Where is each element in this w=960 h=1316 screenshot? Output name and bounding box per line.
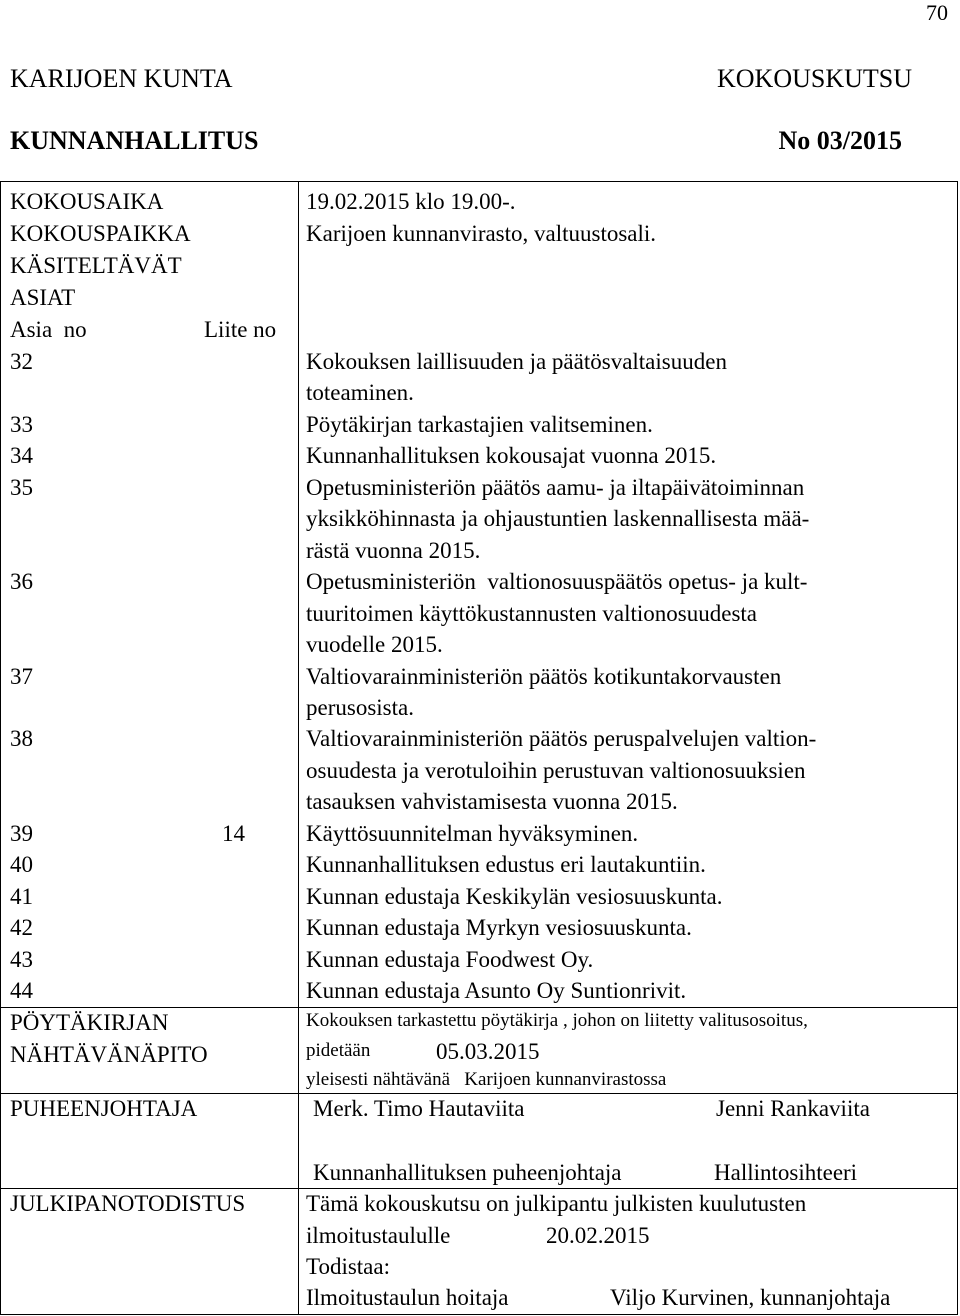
item-title-line: tuuritoimen käyttökustannusten valtionosuudesta xyxy=(306,601,757,626)
certifier-name: Viljo Kurvinen, kunnanjohtaja xyxy=(610,1285,891,1310)
item-title-line: Käyttösuunnitelman hyväksyminen. xyxy=(306,821,639,846)
certifier-role: Ilmoitustaulun hoitaja xyxy=(306,1285,509,1310)
page-number: 70 xyxy=(926,0,948,25)
chair-title: Kunnanhallituksen puheenjohtaja xyxy=(313,1160,622,1185)
meeting-time-value: 19.02.2015 klo 19.00-. xyxy=(306,189,516,214)
document-type: KOKOUSKUTSU xyxy=(716,64,912,93)
item-title-line: Opetusministeriön päätös aamu- ja iltapäivätoiminnan xyxy=(306,475,805,500)
item-number: 38 xyxy=(10,726,33,751)
item-number: 39 xyxy=(10,821,33,846)
public-notice-line: Tämä kokouskutsu on julkipantu julkisten kuulutusten xyxy=(306,1191,807,1216)
minutes-display-label: PÖYTÄKIRJAN xyxy=(10,1010,169,1035)
agenda-items-label-2: ASIAT xyxy=(10,285,76,310)
column-header-item-no: Asia no xyxy=(10,317,87,342)
minutes-display-date: 05.03.2015 xyxy=(436,1039,540,1064)
item-title-line: rästä vuonna 2015. xyxy=(306,538,481,563)
document-number: No 03/2015 xyxy=(778,126,902,155)
board-name: KUNNANHALLITUS xyxy=(10,126,259,155)
item-number: 35 xyxy=(10,475,33,500)
item-title-line: tasauksen vahvistamisesta vuonna 2015. xyxy=(306,789,678,814)
item-title-line: Kunnan edustaja Foodwest Oy. xyxy=(306,947,594,972)
agenda-items-label: KÄSITELTÄVÄT xyxy=(10,253,182,278)
public-notice-prefix: ilmoitustaululle xyxy=(306,1223,451,1248)
item-title-line: Pöytäkirjan tarkastajien valitseminen. xyxy=(306,412,653,437)
item-title-line: Kunnanhallituksen edustus eri lautakuntiin. xyxy=(306,852,706,877)
chair-label: PUHEENJOHTAJA xyxy=(10,1096,198,1121)
meeting-place-value: Karijoen kunnanvirasto, valtuustosali. xyxy=(306,221,657,246)
item-number: 40 xyxy=(10,852,33,877)
item-title-line: yksikköhinnasta ja ohjaustuntien laskennallisesta mää- xyxy=(306,506,810,531)
certifier-label: Todistaa: xyxy=(306,1254,390,1279)
item-number: 36 xyxy=(10,569,33,594)
item-number: 32 xyxy=(10,349,33,374)
item-title-line: Kokouksen laillisuuden ja päätösvaltaisuuden xyxy=(306,349,727,374)
meeting-place-label: KOKOUSPAIKKA xyxy=(10,221,191,246)
column-divider xyxy=(298,181,299,1315)
item-title-line: Opetusministeriön valtionosuuspäätös opetus- ja kult- xyxy=(306,569,808,594)
item-title-line: Kunnan edustaja Asunto Oy Suntionrivit. xyxy=(306,978,687,1003)
chair-name: Merk. Timo Hautaviita xyxy=(313,1096,525,1121)
minutes-text-line: yleisesti nähtävänä Karijoen kunnanvirastossa xyxy=(306,1069,667,1090)
public-notice-date: 20.02.2015 xyxy=(546,1223,650,1248)
item-number: 37 xyxy=(10,664,33,689)
item-title-line: Kunnan edustaja Myrkyn vesiosuuskunta. xyxy=(306,915,692,940)
item-number: 33 xyxy=(10,412,33,437)
item-number: 34 xyxy=(10,443,33,468)
item-title-line: perusosista. xyxy=(306,695,414,720)
municipality-name: KARIJOEN KUNTA xyxy=(10,64,233,93)
item-title-line: Valtiovarainministeriön päätös kotikuntakorvausten xyxy=(306,664,782,689)
item-title-line: Kunnanhallituksen kokousajat vuonna 2015. xyxy=(306,443,717,468)
minutes-text-prefix: pidetään xyxy=(306,1040,371,1061)
item-attachment-number: 14 xyxy=(222,821,245,846)
item-title-line: Kunnan edustaja Keskikylän vesiosuuskunta. xyxy=(306,884,723,909)
item-title-line: Valtiovarainministeriön päätös peruspalvelujen valtion- xyxy=(306,726,817,751)
item-number: 42 xyxy=(10,915,33,940)
item-title-line: vuodelle 2015. xyxy=(306,632,443,657)
item-title-line: osuudesta ja verotuloihin perustuvan valtionosuuksien xyxy=(306,758,806,783)
minutes-display-label-2: NÄHTÄVÄNÄPITO xyxy=(10,1042,208,1067)
public-notice-label: JULKIPANOTODISTUS xyxy=(10,1191,246,1216)
item-number: 44 xyxy=(10,978,33,1003)
secretary-name: Jenni Rankaviita xyxy=(716,1096,870,1121)
minutes-text-line: Kokouksen tarkastettu pöytäkirja , johon on liitetty valitusosoitus, xyxy=(306,1010,808,1031)
secretary-title: Hallintosihteeri xyxy=(714,1160,858,1185)
column-header-attachment-no: Liite no xyxy=(204,317,277,342)
item-number: 43 xyxy=(10,947,33,972)
meeting-time-label: KOKOUSAIKA xyxy=(10,189,164,214)
item-title-line: toteaminen. xyxy=(306,380,414,405)
item-number: 41 xyxy=(10,884,33,909)
